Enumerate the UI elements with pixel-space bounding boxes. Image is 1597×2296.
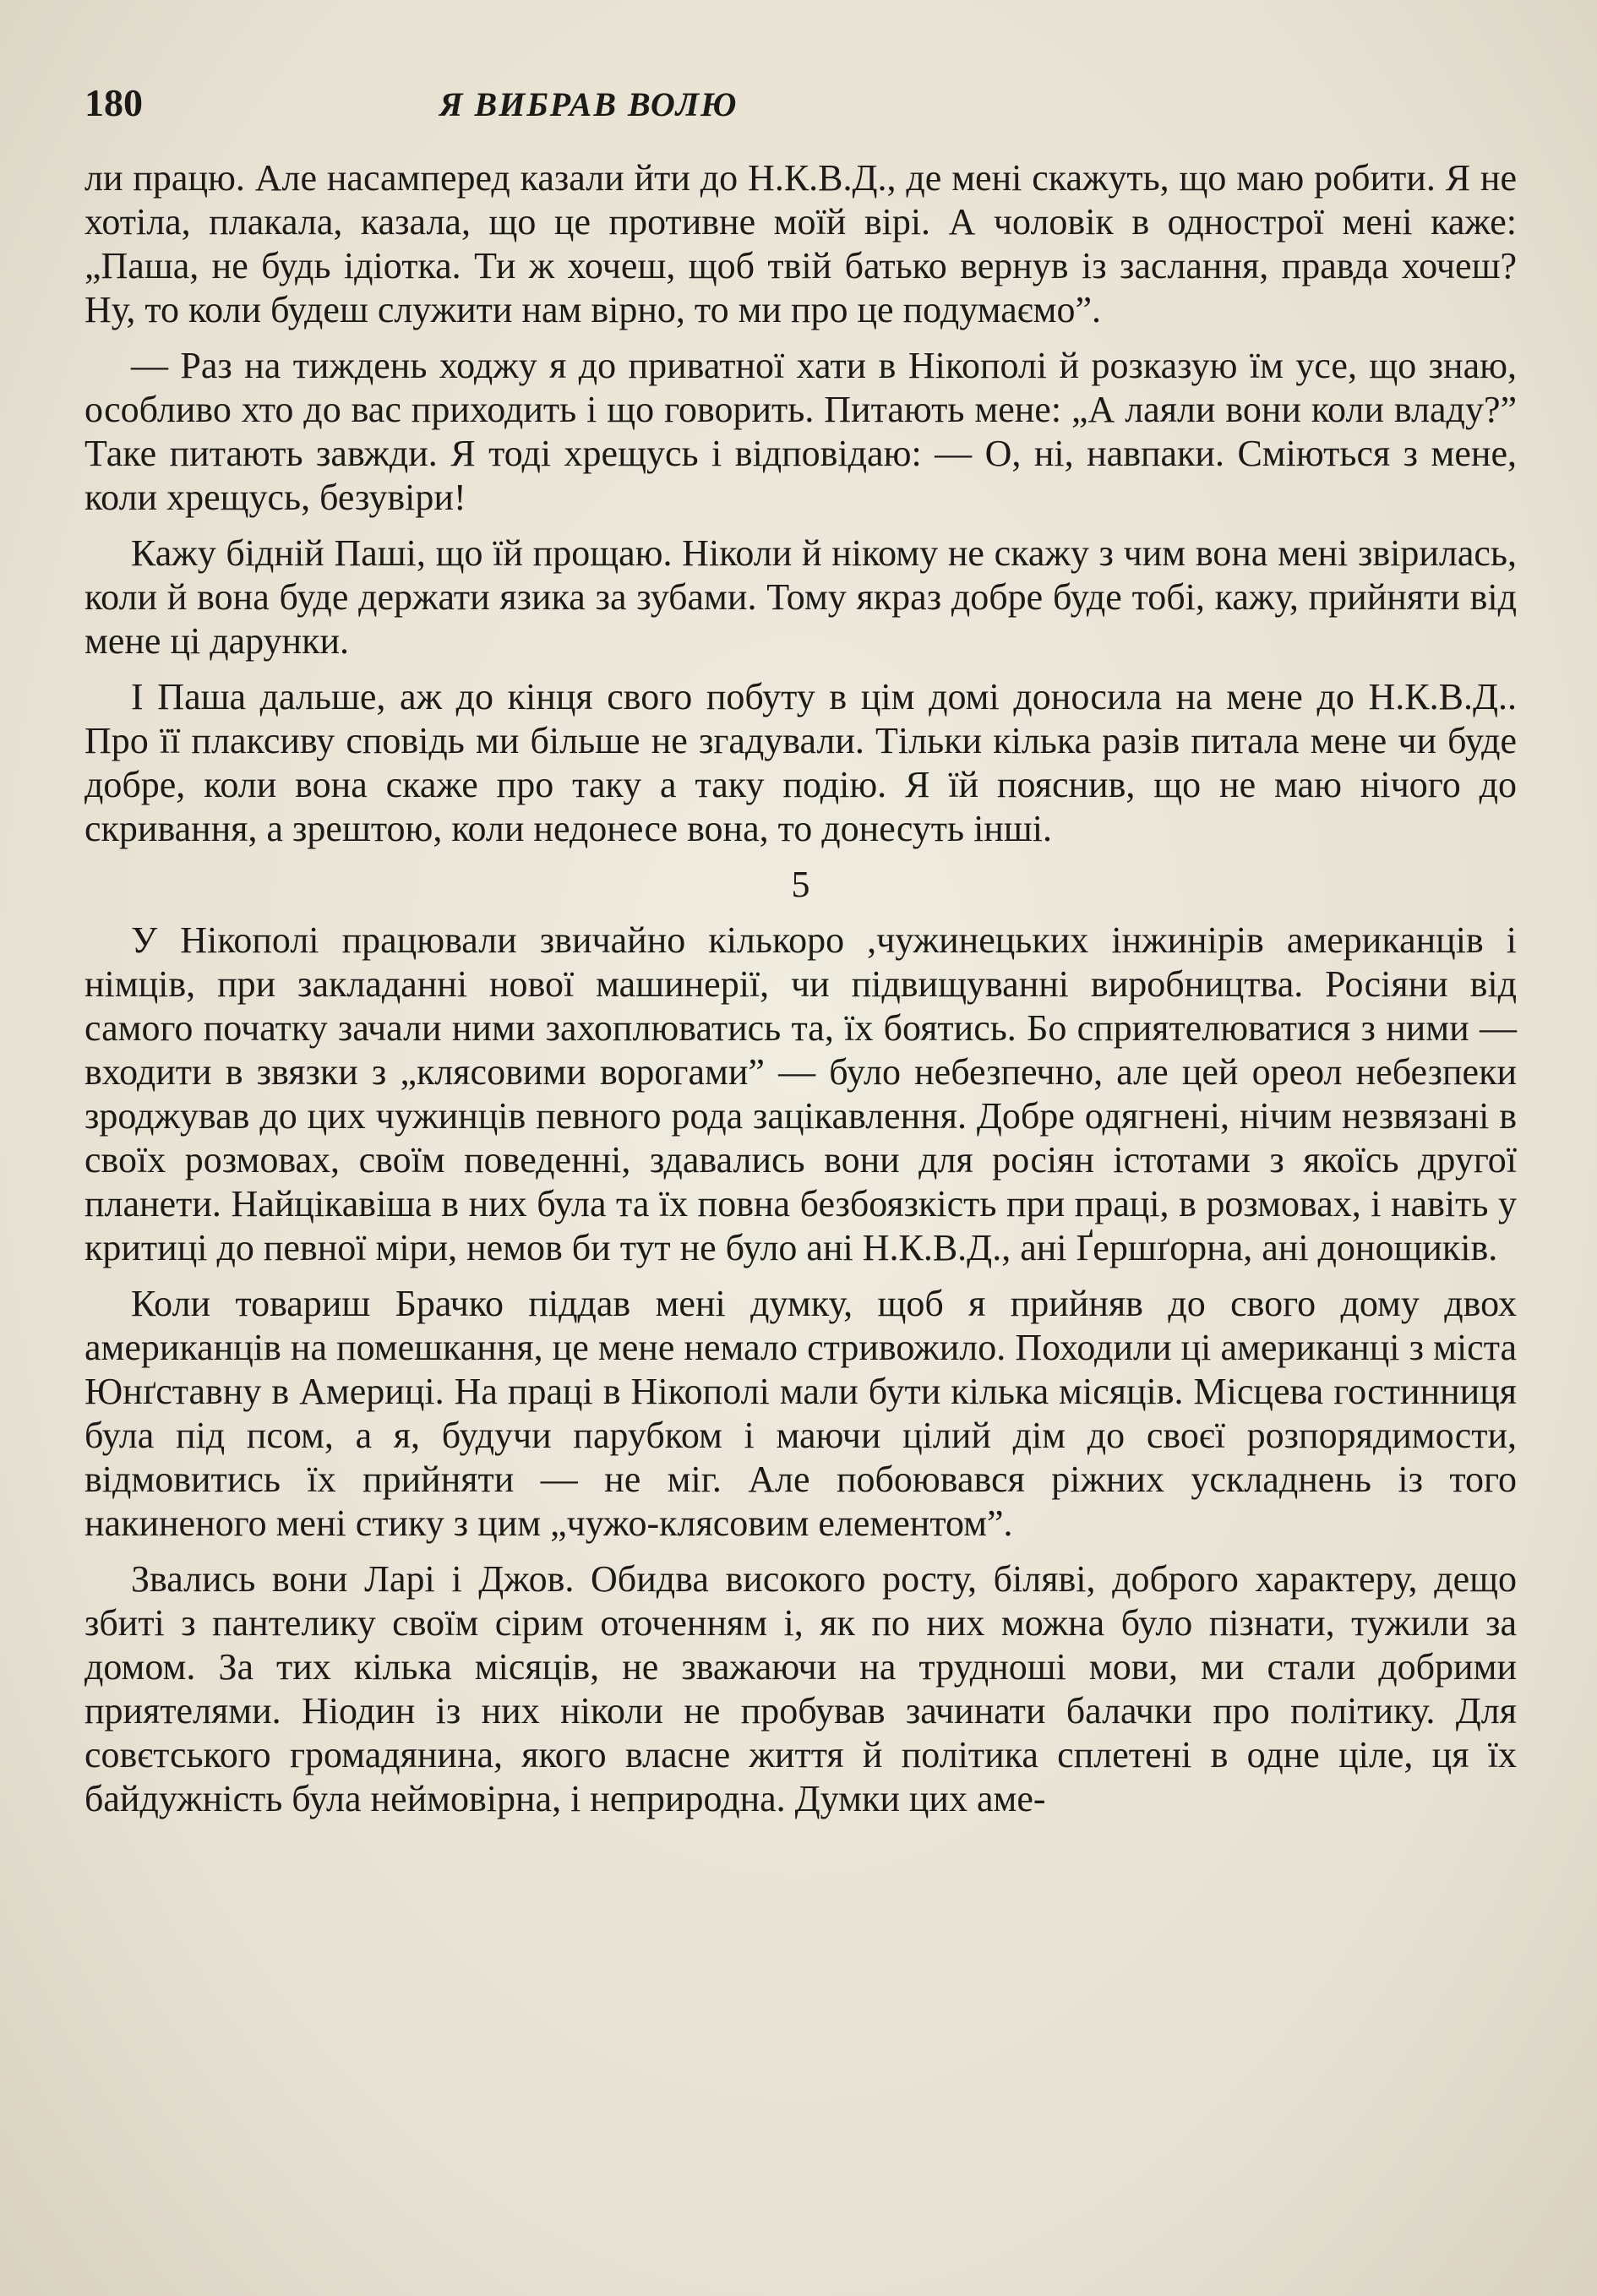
section-number: 5 <box>791 864 810 905</box>
page-number: 180 <box>84 81 143 124</box>
paragraph: Звались вони Ларі і Джов. Обидва високого росту, біляві, доброго характеру, дещо збиті з пантелику своїм сірим оточенням і, як по них можна було пізнати, тужили за домом. За тих кілька місяців, не зважаючи на трудноші мови, ми стали добрими приятелями. Ніодин із них ніколи не пробував зачинати балачки про політику. Для совєтського громадянина, якого власне життя й політика сплетені в одне ціле, ця їх байдужність була неймовірна, і неприродна. Думки цих аме- <box>84 1558 1517 1819</box>
body-text <box>84 156 1517 1821</box>
paragraph: ли працю. Але насамперед казали йти до Н.К.В.Д., де мені скажуть, що маю робити. Я не хотіла, плакала, казала, що це противне моїй вірі. А чоловік в однострої мені каже: „Паша, не будь ідіотка. Ти ж хочеш, щоб твій батько вернув із заслання, правда хочеш? Ну, то коли будеш служити нам вірно, то ми про це подумаємо”. <box>84 157 1517 330</box>
running-title: Я ВИБРАВ ВОЛЮ <box>439 85 739 123</box>
paragraph: У Нікополі працювали звичайно кількоро ,чужинецьких інжинірів американців і німців, при закладанні нової машинерії, чи підвищуванні виробництва. Росіяни від самого початку зачали ними захоплюватись та, їх боятись. Бо сприятелюватися з ними — входити в звязки з „клясовими ворогами” — було небезпечно, але цей ореол небезпеки зроджував до цих чужинців певного рода зацікавлення. Добре одягнені, нічим незвязані в своїх розмовах, своїм поведенні, здавались вони для росіян істотами з якоїсь другої планети. Найцікавіша в них була та їх повна безбоязкість при праці, в розмовах, і навіть у критиці до певної міри, немов би тут не було ані Н.К.В.Д., ані Ґершґорна, ані донощиків. <box>84 919 1517 1268</box>
running-head <box>84 80 1517 131</box>
paragraph: Коли товариш Брачко піддав мені думку, щоб я прийняв до свого дому двох американців на помешкання, це мене немало стривожило. Походили ці американці з міста Юнґставну в Америці. На праці в Нікополі мали бути кілька місяців. Місцева гостинниця була під псом, а я, будучи парубком і маючи цілий дім до своєї розпорядимости, відмовитись їх прийняти — не міг. Але побоювався ріжних ускладнень із того накиненого мені стику з цим „чужо-клясовим елементом”. <box>84 1283 1517 1544</box>
paragraph: — Раз на тиждень ходжу я до приватної хати в Нікополі й розказую їм усе, що знаю, особливо хто до вас приходить і що говорить. Питають мене: „А лаяли вони коли владу?” Таке питають завжди. Я тоді хрещусь і відповідаю: — О, ні, навпаки. Сміються з мене, коли хрещусь, безувіри! <box>84 345 1517 518</box>
paragraph: І Паша дальше, аж до кінця свого побуту в цім домі доносила на мене до Н.К.В.Д.. Про її плаксиву сповідь ми більше не згадували. Тільки кілька разів питала мене чи буде добре, коли вона скаже про таку а таку подію. Я їй пояснив, що не маю нічого до скривання, а зрештою, коли недонесе вона, то донесуть інші. <box>84 676 1517 849</box>
paragraph: Кажу бідній Паші, що їй прощаю. Ніколи й нікому не скажу з чим вона мені звірилась, коли й вона буде держати язика за зубами. Тому якраз добре буде тобі, кажу, прийняти від мене ці дарунки. <box>84 532 1517 662</box>
